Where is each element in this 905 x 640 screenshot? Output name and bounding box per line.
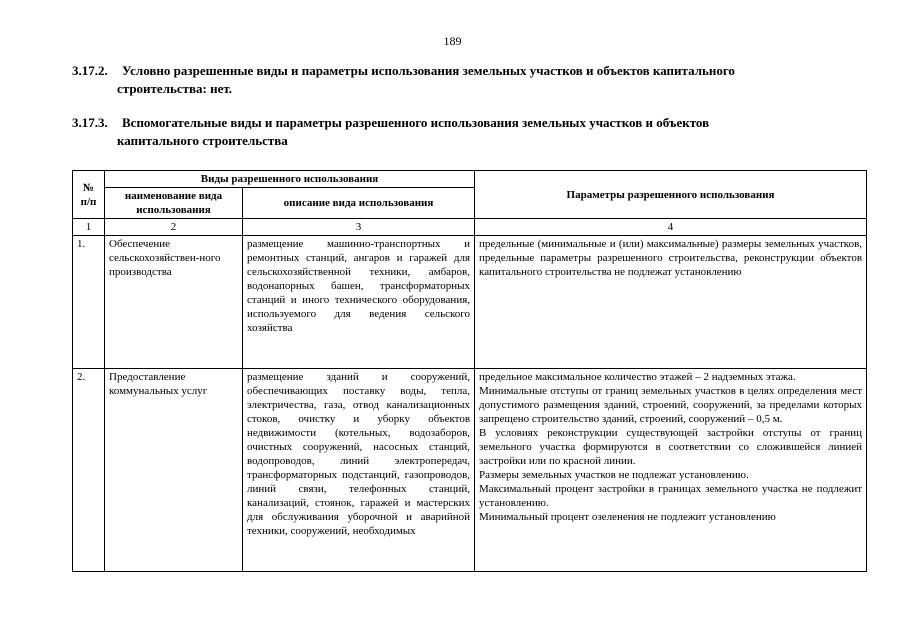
section-heading-3-17-3 [72,114,862,150]
section-title-line2: капитального строительства [117,133,288,148]
row-name: Предоставление коммунальных услуг [105,369,243,572]
header-num: № п/п [73,171,105,219]
header-group: Виды разрешенного использования [105,171,475,188]
param-line: предельные (минимальные и (или) максимальные) размеры земельных участков, предельные параметры разрешенного строительства, реконструкции объектов капитального строительства не подлежат установлению [479,238,863,278]
section-heading-3-17-2 [72,62,862,98]
index-cell: 3 [243,219,475,236]
section-title-line2: строительства: нет. [117,81,233,96]
section-number: 3.17.3. [72,115,108,130]
table-row [73,369,867,572]
header-description: описание вида использования [243,188,475,219]
page-number: 189 [443,34,462,48]
land-use-table [72,170,867,572]
param-line: предельное максимальное количество этажей – 2 надземных этажа. [479,371,796,383]
row-description: размещение зданий и сооружений, обеспечивающих поставку воды, тепла, электричества, газа, отвод канализационных стоков, очистку и уборку объектов недвижимости (котельных, водозаборов, очистных сооружений, насосных станций, водопроводов, линий электропередач, трансформаторных подстанций, газопроводов, линий связи, телефонных станций, канализаций, стоянок, гаражей и мастерских для обслуживания уборочной и аварийной техники, сооружений, необходимых [243,369,475,572]
row-params [475,369,867,572]
row-description: размещение машинно-транспортных и ремонтных станций, ангаров и гаражей для сельскохозяйственной техники, амбаров, водонапорных башен, трансформаторных станций и иного технического оборудования, используемого для ведения сельского хозяйства [243,236,475,369]
section-title-line1: Вспомогательные виды и параметры разрешенного использования земельных участков и объектов [122,115,710,130]
row-params [475,236,867,369]
param-line: В условиях реконструкции существующей застройки отступы от границ земельного участка формируются в соответствии со сложившейся линией застройки или по красной линии. [479,427,863,467]
index-cell: 2 [105,219,243,236]
header-name: наименование вида использования [105,188,243,219]
param-line: Минимальный процент озеленения не подлежит установлению [479,511,776,523]
section-number: 3.17.2. [72,63,108,78]
table-row [73,236,867,369]
param-line: Минимальные отступы от границ земельных участков в целях определения мест допустимого размещения зданий, строений, сооружений, за пределами которых запрещено строительство зданий, строений, сооружений – 0,5 м. [479,385,863,425]
param-line: Размеры земельных участков не подлежат установлению. [479,469,749,481]
header-params: Параметры разрешенного использования [475,171,867,219]
param-line: Максимальный процент застройки в границах земельного участка не подлежит установлению. [479,483,863,509]
row-num: 2. [73,369,105,572]
table-header-row [73,171,867,188]
row-name: Обеспечение сельскохозяйствен-ного производства [105,236,243,369]
row-num: 1. [73,236,105,369]
index-cell: 1 [73,219,105,236]
section-title-line1: Условно разрешенные виды и параметры использования земельных участков и объектов капитального [122,63,735,78]
index-row [73,219,867,236]
index-cell: 4 [475,219,867,236]
